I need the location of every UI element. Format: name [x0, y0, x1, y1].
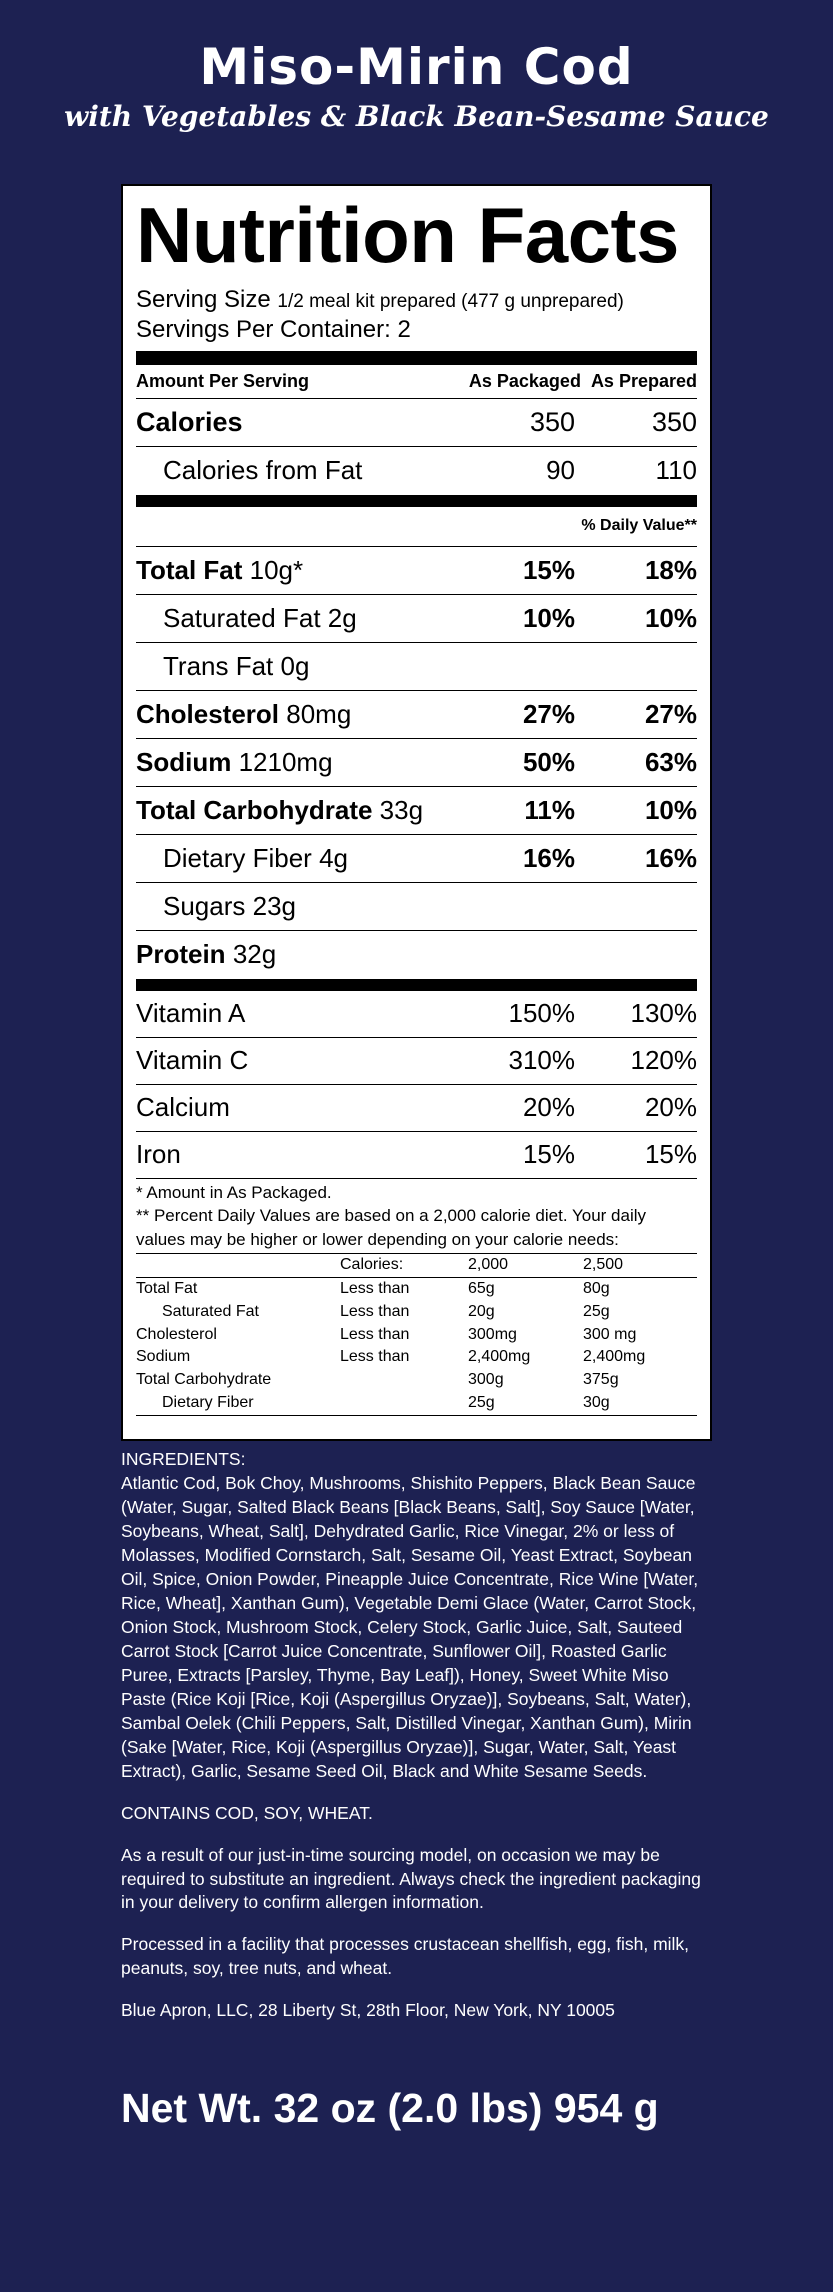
- vitamin-name: Vitamin A: [136, 998, 246, 1029]
- nutrient-name: Protein: [136, 939, 226, 970]
- nutrient-name: Saturated Fat: [163, 602, 321, 633]
- vitamin-a-row: [136, 991, 697, 1038]
- nutrition-facts-panel: [121, 184, 712, 1441]
- dv-prepared: 16%: [644, 842, 697, 873]
- amount-per-serving-label: Amount Per Serving: [136, 370, 310, 391]
- table-cell: 2,500: [583, 1254, 697, 1278]
- dv-packaged: 10%: [522, 602, 575, 633]
- footnote-packaged: * Amount in As Packaged.: [136, 1182, 332, 1202]
- nutrient-amount: 4g: [319, 842, 348, 873]
- calcium-row: [136, 1085, 697, 1132]
- thick-divider: [136, 351, 697, 365]
- serving-size-value: 1/2 meal kit prepared (477 g unprepared): [277, 291, 624, 312]
- vitamin-name: Calcium: [136, 1092, 230, 1123]
- dv-packaged: 27%: [522, 698, 575, 729]
- nutrition-facts-heading: Nutrition Facts: [136, 191, 679, 279]
- dv-prepared: 120%: [630, 1045, 697, 1076]
- product-title: Miso-Mirin Cod: [199, 38, 634, 96]
- table-cell: 80g: [583, 1279, 610, 1297]
- nutrient-name: Dietary Fiber: [163, 842, 312, 873]
- table-cell: 375g: [583, 1371, 619, 1389]
- table-row: [136, 1369, 697, 1392]
- ingredients-list: Atlantic Cod, Bok Choy, Mushrooms, Shishito Peppers, Black Bean Sauce (Water, Sugar, Salted Black Beans [Black Beans, Salt], Soy Sauce [Water, Soybeans, Wheat, Salt], Dehydrated Garlic, Rice Vinegar, 2% or less of Molasses, Modified Cornstarch, Salt, Sesame Oil, Yeast Extract, Soybean Oil, Spice, Onion Powder, Pineapple Juice Concentrate, Rice Wine [Water, Rice, Wheat], Xanthan Gum), Vegetable Demi Glace (Water, Carrot Stock, Onion Stock, Mushroom Stock, Celery Stock, Garlic Juice, Salt, Sauteed Carrot Stock [Carrot Juice Concentrate, Sunflower Oil], Roasted Garlic Puree, Extracts [Parsley, Thyme, Bay Leaf]), Honey, Sweet White Miso Paste (Rice Koji [Rice, Koji (Aspergillus Oryzae)], Soybeans, Salt, Water), Sambal Oelek (Chili Peppers, Salt, Distilled Vinegar, Xanthan Gum), Mirin (Sake [Water, Rice, Koji (Aspergillus Oryzae)], Sugar, Water, Salt, Yeast Extract), Garlic, Sesame Seed Oil, Black and White Sesame Seeds.: [121, 1472, 699, 1781]
- nutrient-amount: 23g: [252, 890, 297, 921]
- product-subtitle: with Vegetables & Black Bean-Sesame Sauce: [64, 100, 769, 133]
- dv-prepared: 27%: [644, 698, 697, 729]
- trans-fat-row: [136, 643, 697, 691]
- sodium-row: [136, 739, 697, 787]
- thick-divider: [136, 979, 697, 991]
- nutrient-amount: 0g: [280, 650, 310, 681]
- serving-size: [136, 286, 697, 315]
- table-cell: 2,400mg: [583, 1348, 646, 1366]
- dv-packaged: 310%: [508, 1045, 575, 1076]
- table-row: [136, 1277, 697, 1300]
- company-address: Blue Apron, LLC, 28 Liberty St, 28th Floor, New York, NY 10005: [121, 2000, 615, 2021]
- serving-size-label: Serving Size: [136, 286, 271, 313]
- calories-from-fat-packaged: 90: [546, 455, 575, 486]
- table-cell: [340, 1369, 468, 1392]
- col-packaged-header: As Packaged: [468, 370, 581, 391]
- thick-divider: [136, 495, 697, 507]
- sourcing-note: As a result of our just-in-time sourcing model, on occasion we may be required to substitute an ingredient. Always check the ingredient packaging in your delivery to confirm allergen information.: [121, 1844, 701, 1913]
- nutrient-amount: 33g: [379, 794, 424, 825]
- dv-prepared: 130%: [630, 998, 697, 1029]
- table-cell: Less than: [340, 1302, 410, 1320]
- table-row: [136, 1346, 697, 1369]
- table-row: [136, 1324, 697, 1347]
- protein-row: [136, 931, 697, 979]
- saturated-fat-row: [136, 595, 697, 643]
- dv-prepared: 10%: [644, 794, 697, 825]
- table-row: [136, 1392, 697, 1415]
- calories-from-fat-row: [136, 447, 697, 495]
- servings-per-container: Servings Per Container: 2: [136, 315, 411, 343]
- vitamin-name: Iron: [136, 1139, 181, 1170]
- calories-from-fat-prepared: 110: [655, 455, 697, 486]
- table-cell: Total Fat: [136, 1279, 198, 1297]
- table-cell: Total Carbohydrate: [136, 1371, 272, 1389]
- nutrient-name: Trans Fat: [163, 650, 274, 681]
- table-cell: 2,400mg: [468, 1348, 531, 1366]
- table-cell: 300g: [468, 1371, 504, 1389]
- dv-packaged: 15%: [522, 1139, 575, 1170]
- table-cell: 30g: [583, 1392, 697, 1415]
- table-cell: Dietary Fiber: [136, 1392, 340, 1415]
- table-cell: 20g: [468, 1302, 495, 1320]
- dv-packaged: 150%: [508, 998, 575, 1029]
- calories-prepared: 350: [651, 406, 697, 437]
- table-cell: 25g: [583, 1302, 610, 1320]
- dv-prepared: 20%: [644, 1092, 697, 1123]
- dv-packaged: 50%: [522, 746, 575, 777]
- table-row: [136, 1254, 697, 1278]
- net-weight: Net Wt. 32 oz (2.0 lbs) 954 g: [121, 2085, 659, 2131]
- table-cell: 65g: [468, 1279, 495, 1297]
- daily-value-header: [136, 507, 697, 547]
- table-cell: Calories:: [340, 1254, 468, 1278]
- ingredients-heading: INGREDIENTS:: [121, 1449, 246, 1469]
- nutrient-name: Sugars: [163, 890, 246, 921]
- nutrient-amount: 32g: [232, 939, 277, 970]
- col-prepared-header: As Prepared: [590, 370, 697, 391]
- table-cell: Less than: [340, 1348, 410, 1366]
- dv-prepared: 15%: [644, 1139, 697, 1170]
- facility-note: Processed in a facility that processes crustacean shellfish, egg, fish, milk, peanuts, soy, tree nuts, and wheat.: [121, 1934, 690, 1979]
- table-cell: [136, 1254, 340, 1278]
- calories-label: Calories: [136, 406, 243, 437]
- nutrient-name: Total Carbohydrate: [136, 794, 373, 825]
- table-cell: [340, 1392, 468, 1415]
- cholesterol-row: [136, 691, 697, 739]
- dv-prepared: 18%: [644, 554, 697, 585]
- table-cell: 300 mg: [583, 1325, 637, 1343]
- total-fat-row: [136, 547, 697, 595]
- nutrient-name: Total Fat: [136, 554, 243, 585]
- calories-row: [136, 399, 697, 447]
- table-cell: Sodium: [136, 1348, 191, 1366]
- table-cell: 300mg: [468, 1325, 517, 1343]
- nutrient-name: Sodium: [136, 746, 232, 777]
- daily-value-label: % Daily Value**: [581, 517, 697, 535]
- allergen-statement: CONTAINS COD, SOY, WHEAT.: [121, 1802, 373, 1823]
- dv-prepared: 63%: [644, 746, 697, 777]
- nutrient-amount: 1210mg: [238, 746, 333, 777]
- table-cell: Less than: [340, 1325, 410, 1343]
- calories-from-fat-label: Calories from Fat: [163, 455, 363, 486]
- table-row: [136, 1301, 697, 1324]
- dietary-fiber-row: [136, 835, 697, 883]
- ingredients-section: [121, 1448, 713, 2041]
- table-cell: 25g: [468, 1392, 583, 1415]
- amount-per-serving-header: [136, 365, 697, 399]
- dv-packaged: 15%: [522, 554, 575, 585]
- table-cell: Less than: [340, 1279, 410, 1297]
- sugars-row: [136, 883, 697, 931]
- footnote-daily-values: ** Percent Daily Values are based on a 2,000 calorie diet. Your daily values may be higher or lower depending on your calorie needs:: [136, 1206, 647, 1249]
- dv-packaged: 20%: [522, 1092, 575, 1123]
- dv-packaged: 16%: [522, 842, 575, 873]
- table-cell: Cholesterol: [136, 1325, 217, 1343]
- dv-prepared: 10%: [644, 602, 697, 633]
- daily-value-reference-table: [136, 1253, 697, 1416]
- table-cell: 2,000: [468, 1254, 583, 1278]
- vitamin-c-row: [136, 1038, 697, 1085]
- table-cell: Saturated Fat: [162, 1302, 259, 1320]
- nutrient-amount: 2g: [327, 602, 357, 633]
- total-carbohydrate-row: [136, 787, 697, 835]
- dv-packaged: 11%: [524, 794, 575, 825]
- nutrient-amount: 10g*: [249, 554, 304, 585]
- calories-packaged: 350: [529, 406, 575, 437]
- vitamin-name: Vitamin C: [136, 1045, 249, 1076]
- nutrient-amount: 80mg: [286, 698, 352, 729]
- nutrient-name: Cholesterol: [136, 698, 280, 729]
- iron-row: [136, 1132, 697, 1179]
